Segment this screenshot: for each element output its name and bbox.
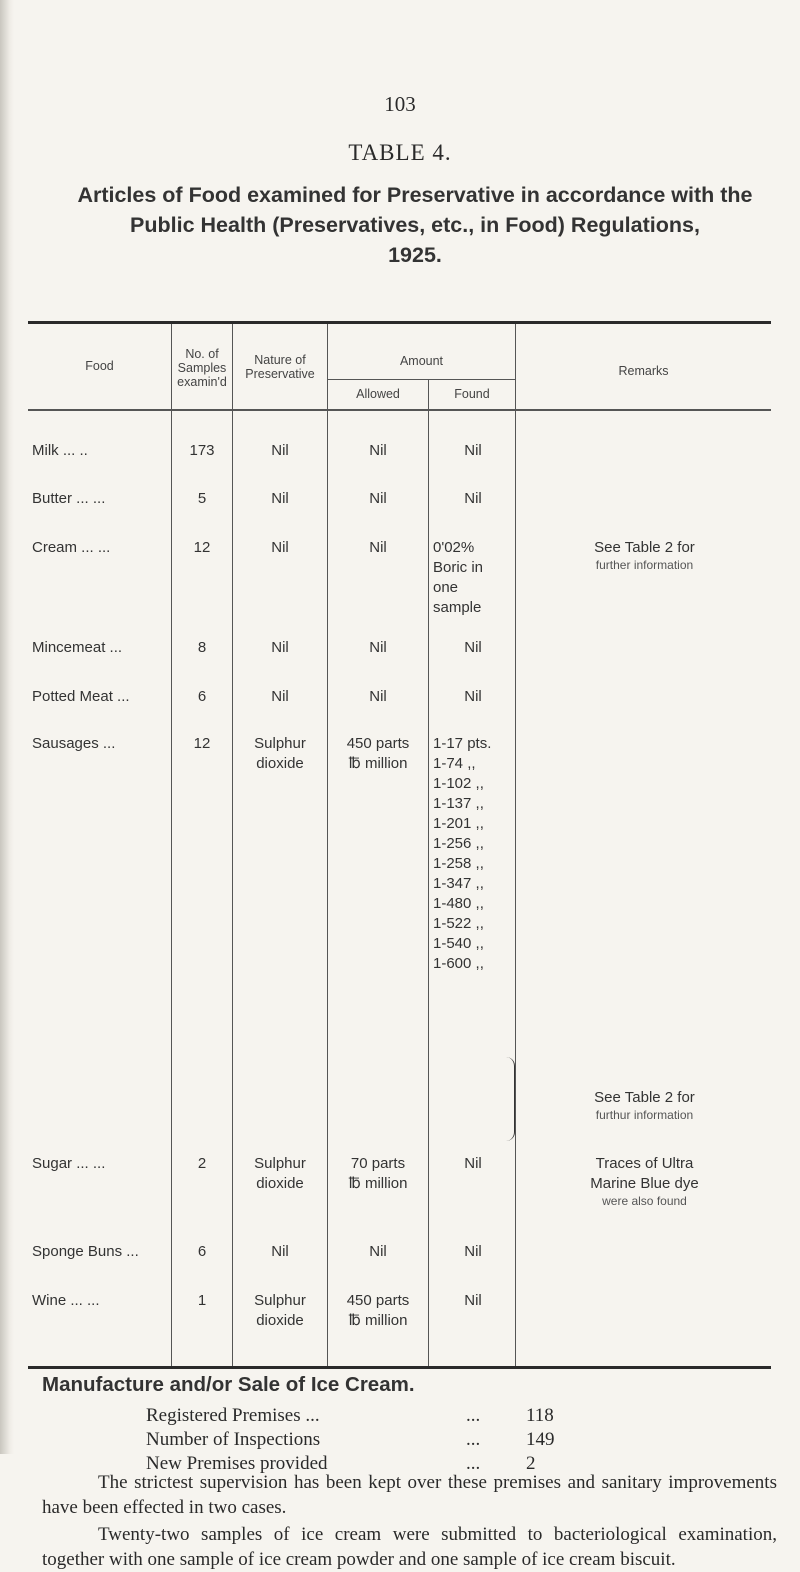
column-divider bbox=[171, 324, 172, 1366]
paragraph-supervision: The strictest supervision has been kept over these premises and sanitary improvements have been effected in two cases. bbox=[42, 1472, 777, 1518]
stat-row-registered-premises bbox=[146, 1405, 746, 1427]
table-label: TABLE 4. bbox=[348, 140, 452, 165]
found-item: 1-256 ,, bbox=[433, 835, 484, 852]
remarks-line: See Table 2 for bbox=[594, 539, 695, 556]
table-title-year: 1925. bbox=[388, 243, 442, 267]
page-number: 103 bbox=[384, 92, 416, 116]
preservative bbox=[233, 1291, 327, 1331]
samples-count: 5 bbox=[197, 490, 207, 507]
column-divider bbox=[232, 324, 233, 1366]
header-remarks: Remarks bbox=[618, 364, 669, 378]
allowed-line: ℔ million bbox=[348, 1175, 408, 1192]
found-line: 0'02% bbox=[433, 539, 475, 556]
samples-count: 6 bbox=[197, 1243, 207, 1260]
amount-found bbox=[433, 734, 523, 974]
preservative bbox=[233, 734, 327, 774]
amount-found: Nil bbox=[464, 688, 482, 705]
remarks bbox=[518, 1154, 771, 1209]
allowed-line: 450 parts bbox=[346, 1292, 410, 1309]
preservative-line: Sulphur bbox=[254, 735, 306, 752]
remarks-line: further information bbox=[595, 558, 694, 572]
allowed-line: 450 parts bbox=[346, 735, 410, 752]
samples-count: 1 bbox=[197, 1292, 207, 1309]
stat-value: 149 bbox=[526, 1429, 555, 1450]
samples-count: 12 bbox=[193, 735, 211, 752]
remarks-line: Traces of Ultra bbox=[595, 1155, 694, 1172]
remarks bbox=[518, 1088, 771, 1123]
stat-value: 2 bbox=[526, 1453, 536, 1474]
remarks-line: See Table 2 for bbox=[594, 1089, 695, 1106]
found-item: 1-600 ,, bbox=[433, 955, 484, 972]
amount-allowed: Nil bbox=[369, 490, 387, 507]
amount-allowed: Nil bbox=[369, 442, 387, 459]
preservative bbox=[233, 1154, 327, 1194]
preservative: Nil bbox=[271, 639, 289, 656]
food-name: Milk ... .. bbox=[32, 442, 88, 459]
remarks bbox=[518, 538, 771, 573]
stat-dots: ... bbox=[466, 1453, 481, 1474]
food-name: Mincemeat ... bbox=[32, 639, 123, 656]
paragraph-samples: Twenty-two samples of ice cream were submitted to bacteriological examination, together with one sample of ice cream powder and one sample of ice cream biscuit. bbox=[42, 1524, 777, 1570]
amount-found: Nil bbox=[464, 442, 482, 459]
stat-dots: ... bbox=[466, 1429, 481, 1450]
amount-found: Nil bbox=[464, 1243, 482, 1260]
amount-allowed bbox=[328, 734, 428, 774]
amount-found bbox=[433, 538, 515, 618]
amount-allowed: Nil bbox=[369, 688, 387, 705]
header-food: Food bbox=[85, 359, 114, 373]
food-name: Cream ... ... bbox=[32, 539, 111, 556]
preservative-line: dioxide bbox=[256, 755, 304, 772]
food-name: Sausages ... bbox=[32, 735, 116, 752]
remarks-line: furthur information bbox=[595, 1108, 694, 1122]
preservative-line: dioxide bbox=[256, 1175, 304, 1192]
found-line: one bbox=[433, 579, 459, 596]
amount-found: Nil bbox=[464, 1292, 482, 1309]
stat-label: New Premises provided bbox=[146, 1453, 328, 1474]
food-name: Sponge Buns ... bbox=[32, 1243, 139, 1260]
page-edge-shadow bbox=[0, 0, 14, 1454]
preservative: Nil bbox=[271, 490, 289, 507]
header-samples-line: Samples bbox=[177, 361, 227, 375]
preservative-line: Sulphur bbox=[254, 1292, 306, 1309]
header-preservative bbox=[233, 353, 327, 381]
samples-count: 173 bbox=[189, 442, 215, 459]
stat-value: 118 bbox=[526, 1405, 554, 1426]
amount-found: Nil bbox=[464, 1155, 482, 1172]
preservative-line: Sulphur bbox=[254, 1155, 306, 1172]
allowed-line: ℔ million bbox=[348, 755, 408, 772]
found-item: 1-347 ,, bbox=[433, 875, 484, 892]
header-allowed: Allowed bbox=[356, 387, 400, 401]
stat-dots: ... bbox=[466, 1405, 481, 1426]
found-item: 1-17 pts. bbox=[433, 735, 492, 752]
food-name: Butter ... ... bbox=[32, 490, 106, 507]
header-samples bbox=[172, 347, 232, 389]
preservative: Nil bbox=[271, 688, 289, 705]
column-divider bbox=[428, 379, 429, 1366]
found-item: 1-137 ,, bbox=[433, 795, 484, 812]
table-title bbox=[50, 180, 780, 270]
ice-cream-heading: Manufacture and/or Sale of Ice Cream. bbox=[42, 1373, 415, 1396]
found-item: 1-201 ,, bbox=[433, 815, 484, 832]
found-line: Boric in bbox=[433, 559, 484, 576]
amount-allowed: Nil bbox=[369, 539, 387, 556]
column-divider bbox=[327, 324, 328, 1366]
brace-mark bbox=[506, 1057, 515, 1141]
header-preservative-line: Preservative bbox=[245, 367, 315, 381]
header-preservative-line: Nature of bbox=[254, 353, 306, 367]
stat-row-inspections bbox=[146, 1429, 746, 1451]
header-amount: Amount bbox=[399, 354, 444, 368]
amount-found: Nil bbox=[464, 490, 482, 507]
found-item: 1-102 ,, bbox=[433, 775, 484, 792]
amount-found: Nil bbox=[464, 639, 482, 656]
samples-count: 2 bbox=[197, 1155, 207, 1172]
found-line: sample bbox=[433, 599, 482, 616]
amount-allowed bbox=[328, 1291, 428, 1331]
remarks-line: Marine Blue dye bbox=[590, 1175, 699, 1192]
table-title-text: Articles of Food examined for Preservative in accordance with the Public Health (Preservatives, etc., in Food) Regulations, bbox=[77, 183, 753, 237]
found-item: 1-522 ,, bbox=[433, 915, 484, 932]
header-samples-line: examin'd bbox=[177, 375, 227, 389]
header-found: Found bbox=[454, 387, 490, 401]
stat-label: Number of Inspections bbox=[146, 1429, 321, 1450]
found-item: 1-480 ,, bbox=[433, 895, 484, 912]
found-item: 1-258 ,, bbox=[433, 855, 484, 872]
preservative: Nil bbox=[271, 1243, 289, 1260]
food-name: Potted Meat ... bbox=[32, 688, 130, 705]
remarks-line: were also found bbox=[602, 1194, 687, 1208]
allowed-line: 70 parts bbox=[350, 1155, 406, 1172]
amount-allowed bbox=[328, 1154, 428, 1194]
found-item: 1-74 ,, bbox=[433, 755, 476, 772]
stat-row-new-premises bbox=[146, 1453, 746, 1475]
amount-allowed: Nil bbox=[369, 639, 387, 656]
found-list bbox=[433, 734, 523, 974]
stat-label: Registered Premises ... bbox=[146, 1405, 320, 1426]
samples-count: 8 bbox=[197, 639, 207, 656]
preservative-line: dioxide bbox=[256, 1312, 304, 1329]
samples-count: 12 bbox=[193, 539, 211, 556]
header-divider bbox=[28, 409, 771, 411]
preservative: Nil bbox=[271, 539, 289, 556]
food-name: Wine ... ... bbox=[32, 1292, 100, 1309]
samples-count: 6 bbox=[197, 688, 207, 705]
found-item: 1-540 ,, bbox=[433, 935, 484, 952]
food-preservative-table bbox=[28, 321, 771, 1369]
amount-divider bbox=[328, 379, 515, 380]
allowed-line: ℔ million bbox=[348, 1312, 408, 1329]
header-samples-line: No. of bbox=[185, 347, 219, 361]
amount-allowed: Nil bbox=[369, 1243, 387, 1260]
preservative: Nil bbox=[271, 442, 289, 459]
food-name: Sugar ... ... bbox=[32, 1155, 106, 1172]
